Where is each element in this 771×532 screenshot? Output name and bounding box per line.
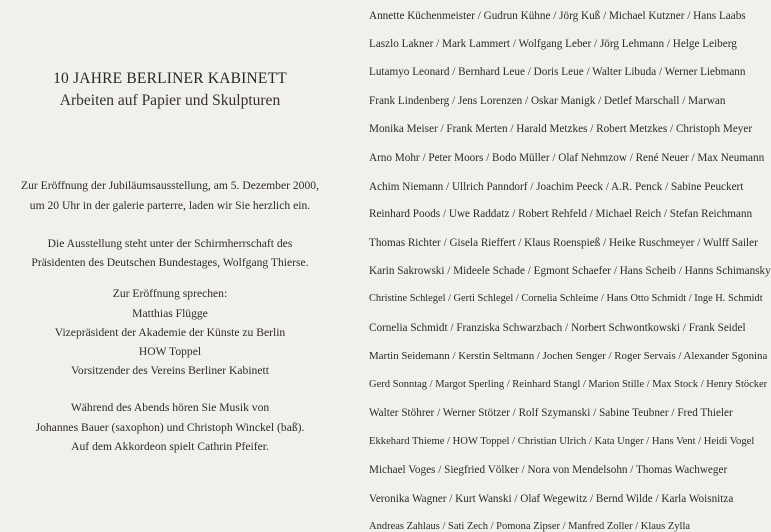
artist-row: Achim Niemann / Ullrich Panndorf / Joachim Peeck / A.R. Penck / Sabine Peuckert — [369, 181, 744, 193]
invitation-line: um 20 Uhr in der galerie parterre, laden wir Sie herzlich ein. — [29, 199, 311, 212]
speaker-name: HOW Toppel — [138, 345, 202, 358]
artist-row: Karin Sakrowski / Mideele Schade / Egmont Schaefer / Hans Scheib / Hanns Schimansky — [369, 265, 771, 277]
artist-row: Veronika Wagner / Kurt Wanski / Olaf Wegewitz / Bernd Wilde / Karla Woisnitza — [369, 493, 734, 505]
artist-row: Walter Stöhrer / Werner Stötzer / Rolf Szymanski / Sabine Teubner / Fred Thieler — [369, 407, 733, 419]
artist-row: Cornelia Schmidt / Franziska Schwarzbach / Norbert Schwontkowski / Frank Seidel — [369, 322, 746, 334]
artist-row: Gerd Sonntag / Margot Sperling / Reinhard Stangl / Marion Stille / Max Stock / Henry Stöcker — [369, 379, 768, 390]
speaker-name: Matthias Flügge — [132, 307, 208, 320]
artist-row: Frank Lindenberg / Jens Lorenzen / Oskar Manigk / Detlef Marschall / Marwan — [369, 95, 726, 107]
artist-row: Annette Küchenmeister / Gudrun Kühne / Jörg Kuß / Michael Kutzner / Hans Laabs — [369, 10, 746, 22]
right-page-artist-list — [340, 0, 771, 532]
invitation-line: Zur Eröffnung der Jubiläumsausstellung, am 5. Dezember 2000, — [21, 179, 319, 192]
artist-row: Martin Seidemann / Kerstin Seltmann / Jochen Senger / Roger Servais / Alexander Sgonina — [369, 350, 768, 362]
artist-row: Arno Mohr / Peter Moors / Bodo Müller / Olaf Nehmzow / René Neuer / Max Neumann — [369, 152, 765, 164]
artist-row: Laszlo Lakner / Mark Lammert / Wolfgang Leber / Jörg Lehmann / Helge Leiberg — [369, 38, 737, 50]
patronage-line: Die Ausstellung steht unter der Schirmherrschaft des — [47, 237, 293, 250]
music-line: Johannes Bauer (saxophon) und Christoph Winckel (baß). — [35, 421, 305, 434]
artist-row: Reinhard Poods / Uwe Raddatz / Robert Rehfeld / Michael Reich / Stefan Reichmann — [369, 208, 753, 220]
artist-row: Michael Voges / Siegfried Völker / Nora von Mendelsohn / Thomas Wachweger — [369, 464, 728, 476]
exhibition-title: 10 JAHRE BERLINER KABINETT — [53, 70, 287, 87]
music-line: Auf dem Akkordeon spielt Cathrin Pfeifer. — [71, 440, 269, 453]
artist-row: Lutamyo Leonard / Bernhard Leue / Doris Leue / Walter Libuda / Werner Liebmann — [369, 66, 746, 78]
speakers-heading: Zur Eröffnung sprechen: — [112, 287, 228, 300]
artist-row: Ekkehard Thieme / HOW Toppel / Christian Ulrich / Kata Unger / Hans Vent / Heidi Vogel — [369, 436, 755, 447]
speaker-role: Vorsitzender des Vereins Berliner Kabinett — [71, 364, 269, 377]
exhibition-subtitle: Arbeiten auf Papier und Skulpturen — [59, 92, 281, 109]
speaker-role: Vizepräsident der Akademie der Künste zu Berlin — [54, 326, 286, 339]
artist-row: Christine Schlegel / Gerti Schlegel / Cornelia Schleime / Hans Otto Schmidt / Inge H. Schmidt — [369, 293, 763, 304]
artist-row: Andreas Zahlaus / Sati Zech / Pomona Zipser / Manfred Zoller / Klaus Zylla — [369, 521, 691, 532]
music-line: Während des Abends hören Sie Musik von — [70, 401, 270, 414]
artist-row: Thomas Richter / Gisela Rieffert / Klaus Roenspieß / Heike Ruschmeyer / Wulff Sailer — [369, 237, 758, 249]
left-page — [0, 0, 340, 529]
patronage-line: Präsidenten des Deutschen Bundestages, Wolfgang Thierse. — [31, 256, 309, 269]
artist-row: Monika Meiser / Frank Merten / Harald Metzkes / Robert Metzkes / Christoph Meyer — [369, 123, 753, 135]
